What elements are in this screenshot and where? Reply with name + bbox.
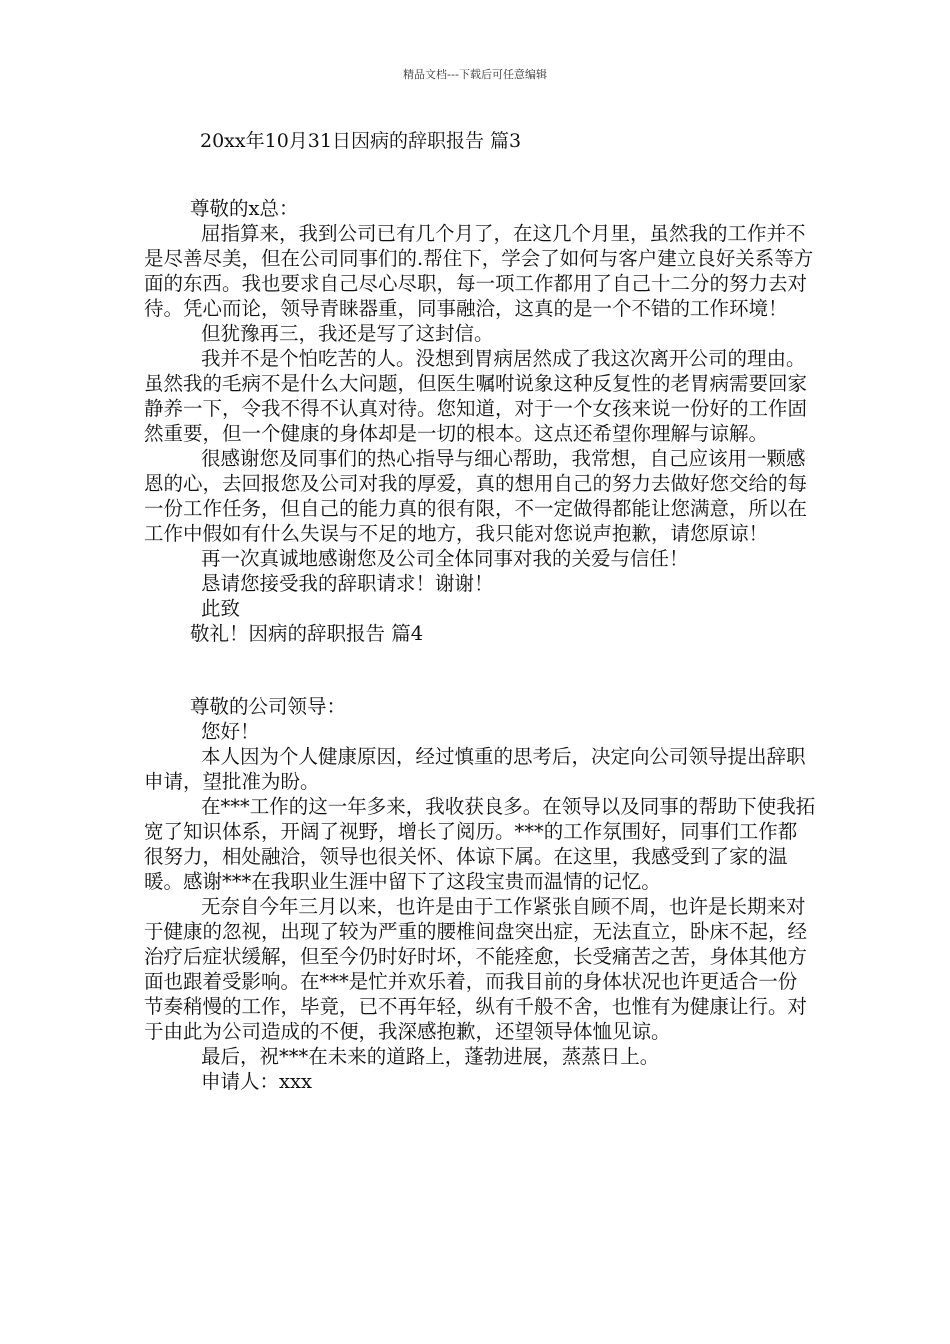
letter3-paragraph: 但犹豫再三，我还是写了这封信。: [201, 322, 494, 345]
letter4-paragraph: 本人因为个人健康原因，经过慎重的思考后，决定向公司领导提出辞职申请，望批准为盼。: [144, 745, 806, 793]
letter3-paragraph: 再一次真诚地感谢您及公司全体同事对我的关爱与信任！: [201, 547, 689, 570]
letter4-applicant: 申请人：xxx: [201, 1070, 312, 1093]
letter3-paragraph: 很感谢您及同事们的热心指导与细心帮助，我常想，自己应该用一颗感恩的心，去回报您及公司对我的厚爱，真的想用自己的努力去做好您交给的每一份工作任务，但自己的能力真的很有限，不一定做得都能让您满意，所以在工作中假如有什么失误与不足的地方，我只能对您说声抱歉，请您原谅！: [144, 447, 808, 545]
letter3-paragraph: 屈指算来，我到公司已有几个月了，在这几个月里，虽然我的工作并不是尽善尽美，但在公司同事们的.帮住下，学会了如何与客户建立良好关系等方面的东西。我也要求自己尽心尽职，每一项工作都用了自己十二分的努力去对待。凭心而论，领导青睐器重，同事融洽，这真的是一个不错的工作环境！: [144, 222, 814, 320]
letter3-paragraph: 恳请您接受我的辞职请求！谢谢！: [201, 572, 494, 595]
document-title: 20xx年10月31日因病的辞职报告 篇3: [200, 130, 522, 152]
letter4-hello: 您好！: [201, 720, 260, 743]
letter4-paragraph: 最后，祝***在未来的道路上，蓬勃进展，蒸蒸日上。: [201, 1045, 660, 1068]
letter3-paragraph: 我并不是个怕吃苦的人。没想到胃病居然成了我这次离开公司的理由。虽然我的毛病不是什么大问题，但医生嘱咐说象这种反复性的老胃病需要回家静养一下，令我不得不认真对待。您知道，对于一个女孩来说一份好的工作固然重要，但一个健康的身体却是一切的根本。这点还希望你理解与谅解。: [144, 347, 808, 445]
letter4-paragraph: 无奈自今年三月以来，也许是由于工作紧张自顾不周，也许是长期来对于健康的忽视，出现了较为严重的腰椎间盘突出症，无法直立，卧床不起，经治疗后症状缓解，但至今仍时好时坏，不能痊愈，长受痛苦之苦，身体其他方面也跟着受影响。在***是忙并欢乐着，而我目前的身体状况也许更适合一份节奏稍慢的工作，毕竟，已不再年轻，纵有千般不舍，也惟有为健康让行。对于由此为公司造成的不便，我深感抱歉，还望领导体恤见谅。: [144, 895, 808, 1043]
letter3-greeting: 尊敬的x总：: [190, 197, 299, 220]
section-spacer: [144, 646, 816, 694]
letter4-paragraph: 在***工作的这一年多来，我收获良多。在领导以及同事的帮助下使我拓宽了知识体系，开阔了视野，增长了阅历。***的工作氛围好，同事们工作都很努力，相处融洽，领导也很关怀、体谅下属。在这里，我感受到了家的温暖。感谢***在我职业生涯中留下了这段宝贵而温情的记忆。: [144, 795, 816, 893]
letter3-closing2: 敬礼！因病的辞职报告 篇4: [190, 622, 424, 645]
letter4-greeting: 尊敬的公司领导：: [190, 695, 347, 718]
document-body: [144, 196, 816, 1094]
page-header: 精品文档---下载后可任意编辑: [403, 68, 547, 81]
letter3-closing: 此致: [201, 597, 241, 620]
